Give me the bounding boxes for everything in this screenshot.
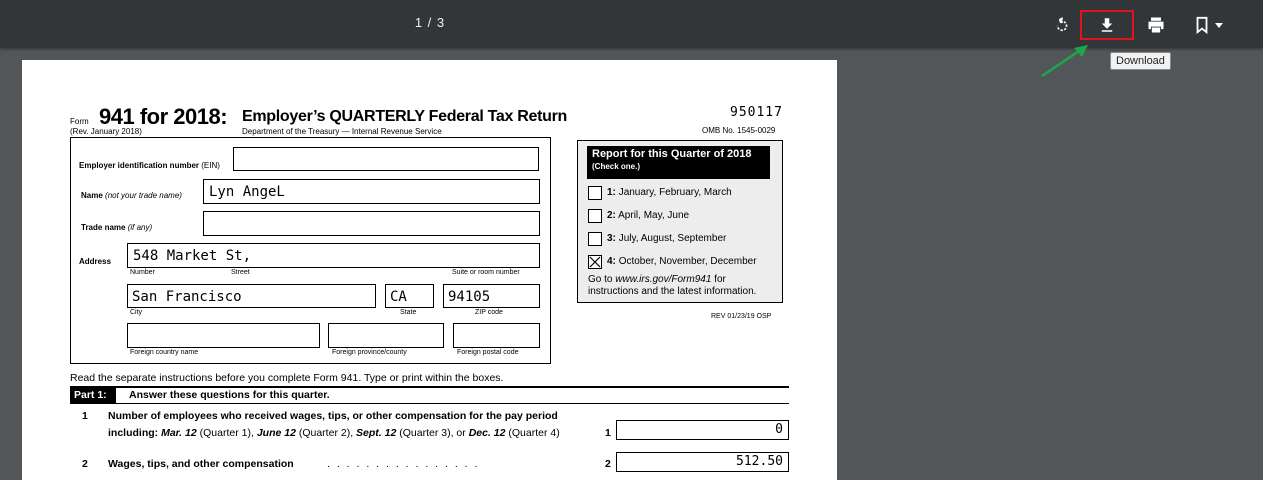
line1-date2: June 12 <box>256 427 296 439</box>
line1-q2: (Quarter 2), <box>298 427 354 439</box>
street-value: 548 Market St, <box>133 248 252 264</box>
quarter-2-text: April, May, June <box>618 210 690 221</box>
part1-tag: Part 1: <box>70 388 116 403</box>
line1-q4: (Quarter 4) <box>508 427 560 439</box>
line1-q1: (Quarter 1), <box>199 427 254 439</box>
line2-text: Wages, tips, and other compensation <box>108 458 294 470</box>
state-field[interactable] <box>385 284 434 308</box>
form-title: Employer’s QUARTERLY Federal Tax Return <box>242 108 567 125</box>
department: Department of the Treasury — Internal Revenue Service <box>242 127 442 136</box>
form-revision: (Rev. January 2018) <box>70 127 142 136</box>
rev-code: REV 01/23/19 OSP <box>711 313 772 320</box>
quarter-1-label <box>607 187 732 198</box>
address-label: Address <box>79 257 112 266</box>
form-number: 941 for 2018: <box>99 104 228 129</box>
line2-dots: . . . . . . . . . . . . . . . . <box>327 458 480 470</box>
quarter-header-title: Report for this Quarter of 2018 <box>592 148 752 160</box>
form-code: 950117 <box>730 105 783 120</box>
city-field[interactable] <box>127 284 376 308</box>
part1-title: Answer these questions for this quarter. <box>129 389 330 401</box>
ein-label <box>79 161 220 170</box>
foreign-postal-field[interactable] <box>453 323 540 348</box>
city-value: San Francisco <box>132 289 242 305</box>
goto-suffix: for <box>714 274 726 285</box>
line1-text-dates <box>108 427 560 439</box>
ein-label-abbr: (EIN) <box>201 161 220 170</box>
line1-date4: Dec. 12 <box>468 427 506 439</box>
print-icon <box>1146 15 1166 35</box>
foreign-country-caption: Foreign country name <box>130 349 199 356</box>
city-caption: City <box>130 309 143 316</box>
line1-q3: (Quarter 3), or <box>399 427 466 439</box>
trade-label-note: (if any) <box>127 223 153 232</box>
quarter-1-text: January, February, March <box>618 187 732 198</box>
bookmark-button[interactable] <box>1188 10 1230 40</box>
line1-number: 1 <box>82 410 88 422</box>
annotation-arrow-icon <box>1036 40 1096 80</box>
quarter-3-label <box>607 233 726 244</box>
name-field[interactable] <box>203 179 540 204</box>
download-icon <box>1098 16 1116 34</box>
line1-employees-field[interactable]: 0 <box>616 420 789 440</box>
trade-name-label <box>81 223 152 232</box>
download-tooltip: Download <box>1110 52 1171 70</box>
instructions-text: Read the separate instructions before you complete Form 941. Type or print within the boxes. <box>70 372 504 384</box>
number-caption: Number <box>130 269 155 276</box>
quarter-header-sub: (Check one.) <box>592 162 641 171</box>
form-word: Form <box>70 117 89 126</box>
zip-value: 94105 <box>448 289 491 305</box>
page-counter: 1 / 3 <box>414 15 446 30</box>
line2-wages-field[interactable]: 512.50 <box>616 452 789 472</box>
zip-field[interactable] <box>443 284 540 308</box>
quarter-2-label <box>607 210 689 221</box>
quarter-3-text: July, August, September <box>618 233 727 244</box>
foreign-province-caption: Foreign province/county <box>332 349 407 356</box>
quarter-1-checkbox[interactable] <box>588 186 602 200</box>
line1-text: Number of employees who received wages, tips, or other compensation for the pay period <box>108 410 558 422</box>
chevron-down-icon <box>1213 19 1225 31</box>
quarter-4-checkbox[interactable] <box>588 255 602 269</box>
part1-divider-bottom <box>70 403 789 404</box>
quarter-2-checkbox[interactable] <box>588 209 602 223</box>
line1-including: including: <box>108 427 159 439</box>
line1-box-number: 1 <box>605 427 611 439</box>
quarter-2-num: 2: <box>607 210 616 221</box>
quarter-header <box>587 146 770 179</box>
quarter-4-label <box>607 256 757 267</box>
name-label <box>81 191 182 200</box>
omb-number: OMB No. 1545-0029 <box>702 126 776 135</box>
street-field[interactable] <box>127 243 540 268</box>
zip-caption: ZIP code <box>475 309 503 316</box>
street-caption: Street <box>231 269 250 276</box>
ein-label-text: Employer identification number <box>79 161 200 170</box>
state-caption: State <box>400 309 417 316</box>
quarter-4-num: 4: <box>607 256 616 267</box>
irs-link[interactable]: www.irs.gov/Form941 <box>615 274 712 285</box>
goto-line2: instructions and the latest information. <box>588 286 757 297</box>
goto-prefix: Go to <box>588 274 613 285</box>
state-value: CA <box>390 289 407 305</box>
name-value: Lyn AngeL <box>209 184 285 200</box>
suite-caption: Suite or room number <box>452 269 520 276</box>
line2-box-number: 2 <box>605 458 611 470</box>
part1-divider-top <box>70 386 789 388</box>
trade-label-text: Trade name <box>81 223 126 232</box>
quarter-3-checkbox[interactable] <box>588 232 602 246</box>
rotate-button[interactable] <box>1047 10 1077 40</box>
quarter-3-num: 3: <box>607 233 616 244</box>
foreign-province-field[interactable] <box>328 323 444 348</box>
bookmark-icon <box>1194 16 1210 34</box>
name-label-note: (not your trade name) <box>105 191 182 200</box>
name-label-text: Name <box>81 191 103 200</box>
line1-date1: Mar. 12 <box>161 427 197 439</box>
checkmark-x-icon <box>589 256 601 268</box>
ein-field[interactable] <box>233 147 539 171</box>
download-button[interactable] <box>1080 10 1134 40</box>
pdf-page <box>22 60 837 480</box>
foreign-country-field[interactable] <box>127 323 320 348</box>
line2-number: 2 <box>82 458 88 470</box>
line1-date3: Sept. 12 <box>356 427 397 439</box>
quarter-1-num: 1: <box>607 187 616 198</box>
rotate-icon <box>1053 16 1071 34</box>
trade-name-field[interactable] <box>203 211 540 236</box>
quarter-4-text: October, November, December <box>618 256 757 267</box>
irs-goto-note <box>588 274 780 298</box>
print-button[interactable] <box>1141 10 1171 40</box>
foreign-postal-caption: Foreign postal code <box>457 349 519 356</box>
